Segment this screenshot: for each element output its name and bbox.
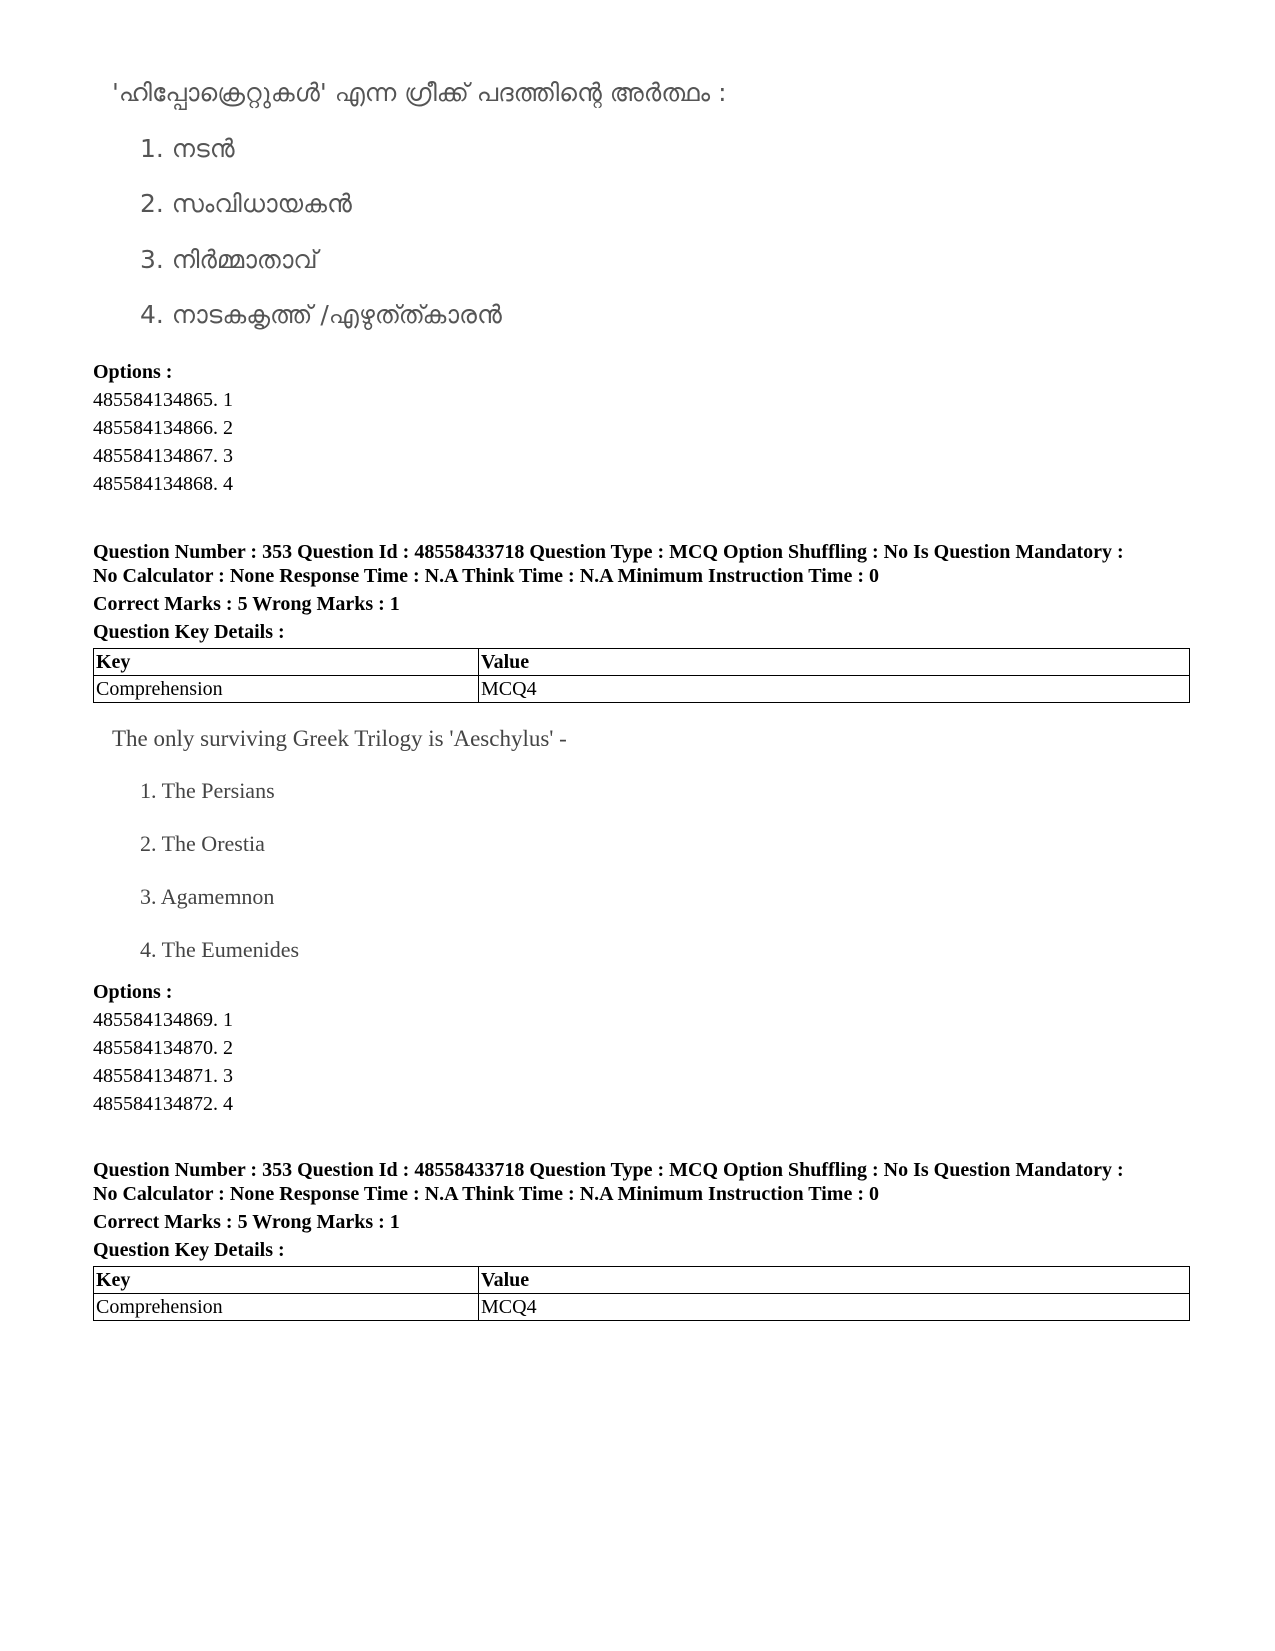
- table-cell-value: MCQ4: [479, 1294, 1190, 1321]
- question-meta-line2: No Calculator : None Response Time : N.A Think Time : N.A Minimum Instruction Time : 0: [93, 1183, 879, 1205]
- question-choice: 1. നടൻ: [140, 134, 235, 163]
- table-header-value: Value: [479, 649, 1190, 676]
- question-stem-malayalam: 'ഹിപ്പോക്രെറ്റുകൾ' എന്ന ഗ്രീക്ക് പദത്തിന്റെ അർത്ഥം :: [112, 78, 727, 107]
- key-details-table: [93, 648, 1190, 703]
- question-choice: 1. The Persians: [140, 778, 275, 803]
- question-meta-line2: No Calculator : None Response Time : N.A Think Time : N.A Minimum Instruction Time : 0: [93, 565, 879, 587]
- question-choice: 4. നാടകകൃത്ത് /എഴുത്ത്കാരൻ: [140, 300, 502, 329]
- table-header-key: Key: [94, 649, 479, 676]
- option-item: 485584134869. 1: [93, 1009, 233, 1031]
- question-choice: 4. The Eumenides: [140, 937, 300, 962]
- table-cell-key: Comprehension: [94, 1294, 479, 1321]
- question-marks: Correct Marks : 5 Wrong Marks : 1: [93, 1211, 400, 1233]
- table-header-key: Key: [94, 1267, 479, 1294]
- question-choice: 3. നിർമ്മാതാവ്: [140, 245, 318, 274]
- key-details-label: Question Key Details :: [93, 621, 285, 643]
- option-item: 485584134870. 2: [93, 1037, 233, 1059]
- option-item: 485584134865. 1: [93, 389, 233, 411]
- question-choice: 3. Agamemnon: [140, 884, 275, 909]
- table-cell-key: Comprehension: [94, 676, 479, 703]
- options-label: Options :: [93, 361, 173, 383]
- key-details-label: Question Key Details :: [93, 1239, 285, 1261]
- question-choice: 2. സംവിധായകൻ: [140, 189, 352, 218]
- table-header-value: Value: [479, 1267, 1190, 1294]
- question-meta-line1: Question Number : 353 Question Id : 48558433718 Question Type : MCQ Option Shuffling : No Is Question Mandatory :: [93, 541, 1124, 563]
- question-meta-line1: Question Number : 353 Question Id : 48558433718 Question Type : MCQ Option Shuffling : No Is Question Mandatory :: [93, 1159, 1124, 1181]
- table-cell-value: MCQ4: [479, 676, 1190, 703]
- option-item: 485584134868. 4: [93, 473, 233, 495]
- question-stem: The only surviving Greek Trilogy is 'Aeschylus' -: [112, 726, 567, 751]
- option-item: 485584134871. 3: [93, 1065, 233, 1087]
- option-item: 485584134872. 4: [93, 1093, 233, 1115]
- options-label: Options :: [93, 981, 173, 1003]
- key-details-table: [93, 1266, 1190, 1321]
- option-item: 485584134867. 3: [93, 445, 233, 467]
- option-item: 485584134866. 2: [93, 417, 233, 439]
- question-marks: Correct Marks : 5 Wrong Marks : 1: [93, 593, 400, 615]
- question-choice: 2. The Orestia: [140, 831, 265, 856]
